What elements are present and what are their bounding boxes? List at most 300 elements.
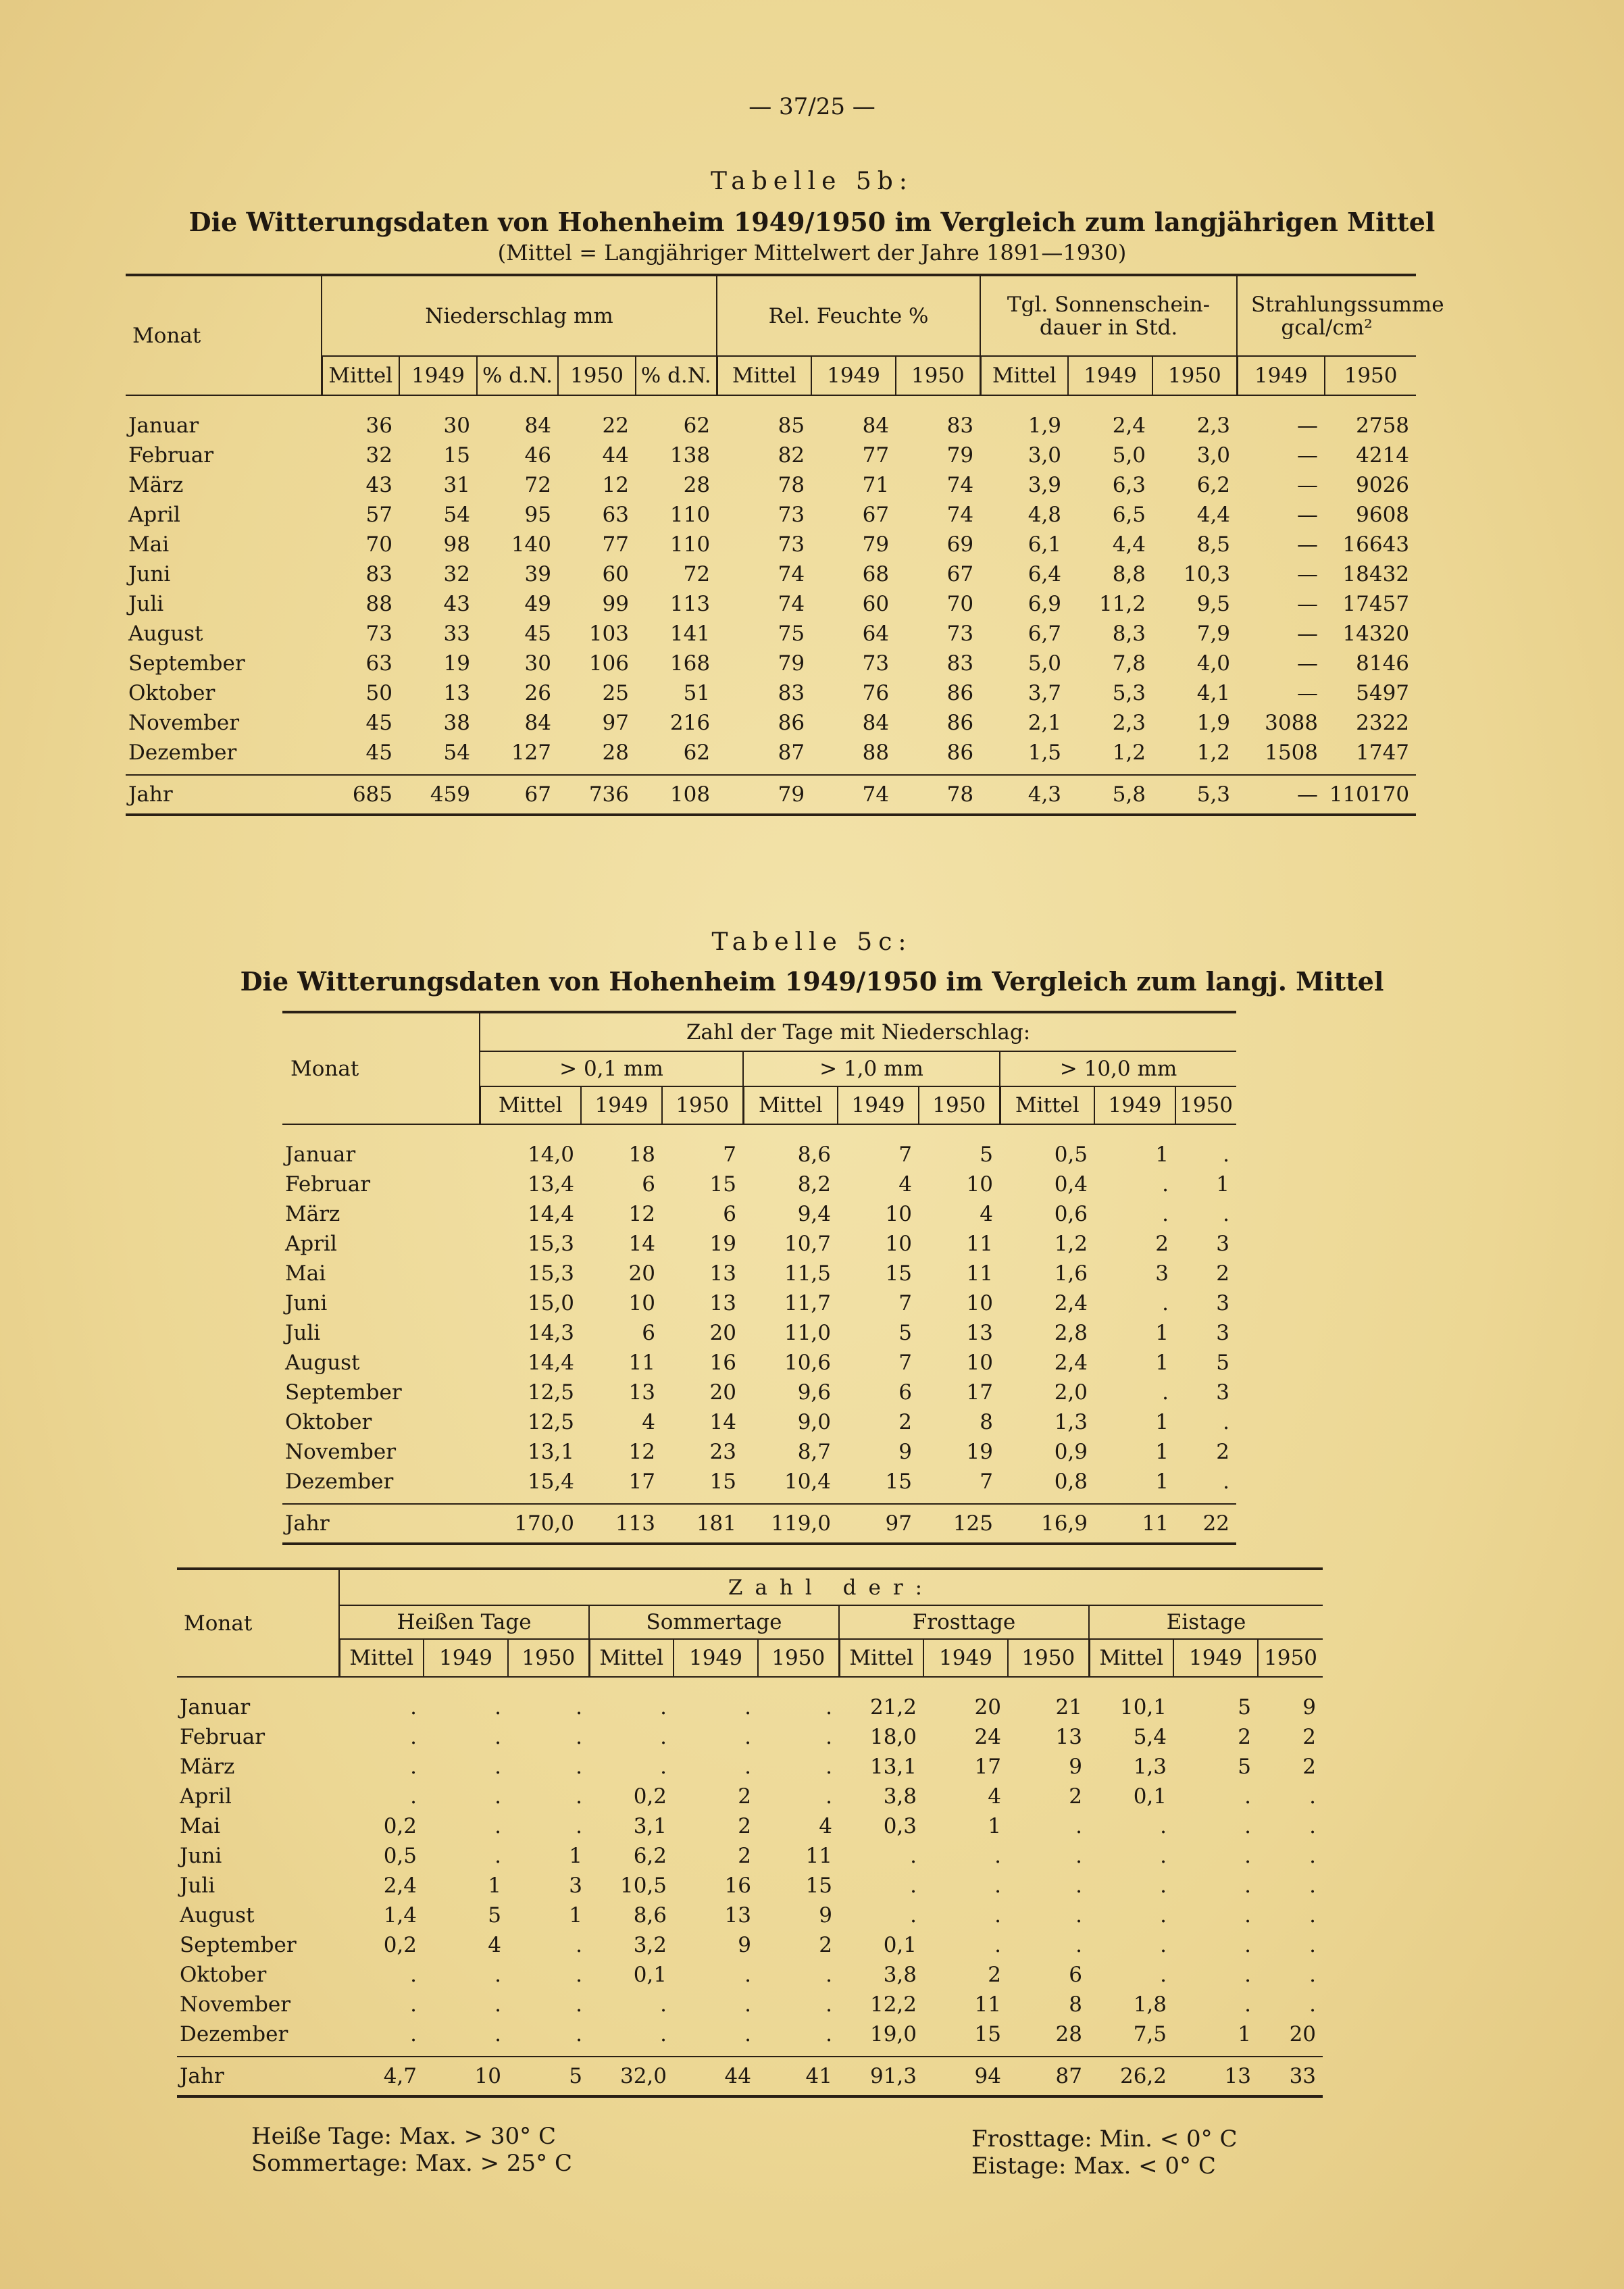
data-cell: . [1244, 1873, 1251, 1898]
data-cell: 70 [365, 532, 392, 557]
table-row [282, 1259, 1236, 1288]
data-cell: 113 [669, 592, 711, 616]
month-cell: April [285, 1232, 337, 1256]
data-cell: 141 [669, 622, 711, 646]
subheader-cell: 1950 [896, 356, 980, 395]
total-label: Jahr [177, 2057, 339, 2096]
data-cell: 4,4 [1112, 532, 1146, 557]
month-cell: Oktober [285, 1410, 372, 1434]
data-cell: 2,3 [1196, 413, 1231, 438]
month-cell: Januar [128, 413, 199, 438]
table-row [282, 1288, 1236, 1318]
total-cell: 74 [811, 775, 896, 815]
data-cell: 83 [946, 413, 974, 438]
data-cell: . [410, 1963, 417, 1987]
data-cell: 76 [862, 681, 890, 705]
month-cell: April [128, 503, 180, 527]
table-row [126, 530, 1416, 559]
total-label: Jahr [282, 1504, 480, 1544]
data-cell: 1 [1216, 1172, 1230, 1197]
total-cell: 5,8 [1068, 775, 1152, 815]
month-cell: Mai [285, 1261, 326, 1286]
data-cell: 2 [738, 1844, 751, 1868]
legend-heisse-tage: Heiße Tage: Max. > 30° C [251, 2123, 556, 2150]
data-cell: 21,2 [869, 1695, 917, 1719]
data-cell: 0,5 [1054, 1142, 1088, 1167]
data-cell: 2,4 [1112, 413, 1146, 438]
data-cell: 8 [980, 1410, 993, 1434]
data-cell: 33 [443, 622, 470, 646]
subheader-cell: 1950 [508, 1639, 589, 1677]
data-cell: 1 [488, 1873, 501, 1898]
total-cell: 119,0 [743, 1504, 838, 1544]
data-cell: 3,7 [1027, 681, 1062, 705]
month-cell: Februar [285, 1172, 371, 1197]
month-cell: Februar [128, 443, 214, 468]
data-cell: 5,0 [1027, 651, 1062, 676]
data-cell: 28 [683, 473, 711, 497]
data-cell: . [1160, 1814, 1167, 1838]
data-cell: 36 [365, 413, 392, 438]
total-cell: 170,0 [480, 1504, 581, 1544]
data-cell: . [1223, 1202, 1230, 1226]
data-cell: 20 [974, 1695, 1001, 1719]
data-cell: 57 [365, 503, 392, 527]
data-cell: 2,4 [1054, 1351, 1088, 1375]
data-cell: 3,0 [1027, 443, 1062, 468]
total-cell: 108 [636, 775, 717, 815]
data-cell: 8,7 [797, 1440, 831, 1464]
header-monat: Monat [126, 275, 322, 395]
data-cell: 72 [524, 473, 551, 497]
data-cell: 1,4 [383, 1903, 417, 1928]
data-cell: 2 [738, 1784, 751, 1809]
data-cell: . [826, 1784, 832, 1809]
data-cell: . [1160, 1873, 1167, 1898]
data-cell: 72 [683, 562, 711, 586]
month-cell: Juli [128, 592, 164, 616]
data-cell: 2 [819, 1933, 832, 1957]
data-cell: — [1297, 503, 1319, 527]
data-cell: . [1309, 1933, 1317, 1957]
table-row [126, 559, 1416, 589]
data-cell: 0,3 [883, 1814, 917, 1838]
data-cell: . [1244, 1814, 1251, 1838]
data-cell: 46 [524, 443, 551, 468]
data-cell: 17 [966, 1380, 993, 1405]
data-cell: 6,3 [1112, 473, 1146, 497]
total-cell: — [1237, 775, 1325, 815]
month-cell: Juni [180, 1844, 222, 1868]
subheader-cell: 1949 [923, 1639, 1008, 1677]
subheader-cell: 1949 [1094, 1086, 1175, 1124]
total-cell: 32,0 [589, 2057, 674, 2096]
data-cell: 3088 [1265, 711, 1319, 735]
data-cell: 13,4 [527, 1172, 574, 1197]
header-rel-feuchte: Rel. Feuchte % [717, 275, 980, 356]
data-cell: 1 [569, 1844, 582, 1868]
data-cell: 17457 [1342, 592, 1410, 616]
data-cell: 51 [683, 681, 711, 705]
data-cell: 168 [669, 651, 711, 676]
data-cell: . [826, 2022, 832, 2046]
data-cell: 2 [1216, 1261, 1230, 1286]
header-zahl-der: Zahl der: [339, 1569, 1323, 1605]
data-cell: 13 [628, 1380, 655, 1405]
month-cell: Mai [128, 532, 170, 557]
subheader-cell: 1950 [758, 1639, 839, 1677]
data-cell: . [994, 1844, 1001, 1868]
data-cell: 15 [885, 1261, 912, 1286]
month-cell: Dezember [128, 740, 237, 765]
table-row [282, 1169, 1236, 1199]
data-cell: 10 [628, 1291, 655, 1315]
data-cell: 26 [524, 681, 551, 705]
data-cell: 1 [1155, 1351, 1169, 1375]
total-cell: 33 [1258, 2057, 1323, 2096]
data-cell: 10,4 [784, 1469, 831, 1494]
data-cell: 14,4 [527, 1351, 574, 1375]
data-cell: 73 [778, 532, 805, 557]
data-cell: 7 [723, 1142, 736, 1167]
data-cell: 14,3 [527, 1321, 574, 1345]
total-cell: 4,3 [980, 775, 1068, 815]
subheader-cell: Mittel [717, 356, 811, 395]
data-cell: 1,6 [1054, 1261, 1088, 1286]
data-cell: 43 [443, 592, 470, 616]
data-cell: 23 [709, 1440, 736, 1464]
data-cell: . [494, 1963, 501, 1987]
total-row [282, 1504, 1236, 1544]
data-cell: 9,4 [797, 1202, 831, 1226]
data-cell: 2758 [1356, 413, 1410, 438]
legend-frosttage: Frosttage: Min. < 0° C [971, 2126, 1238, 2153]
data-cell: 138 [669, 443, 711, 468]
table-row [177, 1841, 1323, 1871]
table-row [126, 500, 1416, 530]
month-cell: November [285, 1440, 397, 1464]
data-cell: 77 [602, 532, 629, 557]
data-cell: 16 [724, 1873, 751, 1898]
data-cell: 19,0 [869, 2022, 917, 2046]
data-cell: 19 [709, 1232, 736, 1256]
table-row [282, 1229, 1236, 1259]
data-cell: . [1162, 1291, 1169, 1315]
legend-eistage: Eistage: Max. < 0° C [971, 2153, 1216, 2180]
data-cell: — [1297, 473, 1319, 497]
subheader-cell: 1949 [811, 356, 896, 395]
data-cell: 10,5 [619, 1873, 667, 1898]
data-cell: 86 [946, 711, 974, 735]
data-cell: 3,8 [883, 1963, 917, 1987]
month-cell: Oktober [128, 681, 215, 705]
data-cell: . [826, 1755, 832, 1779]
data-cell: 15 [885, 1469, 912, 1494]
header-monat: Monat [177, 1569, 339, 1677]
data-cell: 15 [974, 2022, 1001, 2046]
data-cell: . [1244, 1844, 1251, 1868]
data-cell: 3 [1216, 1321, 1230, 1345]
data-cell: 60 [602, 562, 629, 586]
total-cell: 5 [508, 2057, 589, 2096]
subheader-cell: 1949 [399, 356, 477, 395]
data-cell: 84 [862, 413, 890, 438]
table-row [177, 1901, 1323, 1930]
table-row [282, 1407, 1236, 1437]
subheader-cell: Mittel [589, 1639, 674, 1677]
data-cell: 31 [443, 473, 470, 497]
data-cell: 18 [628, 1142, 655, 1167]
data-cell: 2 [1155, 1232, 1169, 1256]
data-cell: 6 [1069, 1963, 1082, 1987]
total-row [177, 2057, 1323, 2096]
data-cell: 8,2 [797, 1172, 831, 1197]
data-cell: 68 [862, 562, 890, 586]
table-row [282, 1199, 1236, 1229]
data-cell: 13 [966, 1321, 993, 1345]
total-cell: 13 [1173, 2057, 1258, 2096]
month-cell: März [128, 473, 184, 497]
total-row [126, 775, 1416, 815]
data-cell: 32 [443, 562, 470, 586]
data-cell: 13 [709, 1291, 736, 1315]
data-cell: 1,8 [1133, 1992, 1167, 2017]
total-cell: 87 [1008, 2057, 1089, 2096]
data-cell: 15,4 [527, 1469, 574, 1494]
data-cell: 110 [669, 503, 711, 527]
data-cell: 6,7 [1027, 622, 1062, 646]
data-cell: . [576, 1725, 582, 1749]
total-cell: 11 [1094, 1504, 1175, 1544]
subheader-cell: 1949 [1237, 356, 1325, 395]
data-cell: 28 [1055, 2022, 1082, 2046]
data-cell: 10 [966, 1291, 993, 1315]
month-cell: November [128, 711, 240, 735]
data-cell: 9,6 [797, 1380, 831, 1405]
data-cell: 0,1 [1133, 1784, 1167, 1809]
data-cell: . [1160, 1844, 1167, 1868]
data-cell: 9 [1069, 1755, 1082, 1779]
data-cell: . [576, 1784, 582, 1809]
table-row [126, 395, 1416, 441]
subheader-cell: Mittel [980, 356, 1068, 395]
data-cell: 15,3 [527, 1261, 574, 1286]
month-cell: Juni [285, 1291, 328, 1315]
total-cell: 78 [896, 775, 980, 815]
data-cell: 44 [602, 443, 629, 468]
data-cell: 2 [988, 1963, 1001, 1987]
table-row [126, 589, 1416, 619]
data-cell: 4,0 [1196, 651, 1231, 676]
data-cell: 2 [1238, 1725, 1251, 1749]
data-cell: 11 [805, 1844, 832, 1868]
header-sommertage: Sommertage [589, 1605, 839, 1639]
data-cell: 54 [443, 740, 470, 765]
table-row [126, 738, 1416, 775]
data-cell: 4,8 [1027, 503, 1062, 527]
data-cell: . [1244, 1903, 1251, 1928]
data-cell: — [1297, 413, 1319, 438]
data-cell: 140 [511, 532, 551, 557]
data-cell: 70 [946, 592, 974, 616]
month-cell: August [128, 622, 203, 646]
data-cell: 0,8 [1054, 1469, 1088, 1494]
data-cell: . [1075, 1933, 1082, 1957]
data-cell: 7,9 [1196, 622, 1231, 646]
data-cell: 32 [365, 443, 392, 468]
data-cell: 62 [683, 413, 711, 438]
data-cell: 4 [898, 1172, 912, 1197]
header-group-10-0mm: > 10,0 mm [1000, 1051, 1236, 1086]
subheader-cell: Mittel [1000, 1086, 1094, 1124]
data-cell: 3 [1216, 1291, 1230, 1315]
data-cell: . [576, 1755, 582, 1779]
data-cell: 19 [443, 651, 470, 676]
data-cell: 85 [778, 413, 805, 438]
data-cell: . [576, 1933, 582, 1957]
data-cell: 1,3 [1133, 1755, 1167, 1779]
data-cell: 86 [946, 681, 974, 705]
data-cell: 28 [602, 740, 629, 765]
data-cell: . [994, 1873, 1001, 1898]
data-cell: 1 [1238, 2022, 1251, 2046]
header-zahl-der-tage: Zahl der Tage mit Niederschlag: [480, 1012, 1236, 1051]
total-label: Jahr [126, 775, 322, 815]
data-cell: . [1309, 1873, 1317, 1898]
data-cell: 87 [778, 740, 805, 765]
data-cell: 1,2 [1196, 740, 1231, 765]
data-cell: . [744, 2022, 751, 2046]
data-cell: 20 [1289, 2022, 1317, 2046]
data-cell: 9 [1302, 1695, 1317, 1719]
data-cell: 6,9 [1027, 592, 1062, 616]
data-cell: 5,4 [1133, 1725, 1167, 1749]
data-cell: 11,5 [784, 1261, 831, 1286]
data-cell: — [1297, 443, 1319, 468]
table-row [282, 1124, 1236, 1169]
total-cell: 41 [758, 2057, 839, 2096]
data-cell: 10 [885, 1232, 912, 1256]
data-cell: 5 [488, 1903, 501, 1928]
data-cell: 5,3 [1112, 681, 1146, 705]
data-cell: 11,0 [784, 1321, 831, 1345]
month-cell: Juli [180, 1873, 215, 1898]
data-cell: 2 [898, 1410, 912, 1434]
data-cell: . [1244, 1992, 1251, 2017]
data-cell: . [576, 1695, 582, 1719]
subheader-cell: 1950 [1008, 1639, 1089, 1677]
data-cell: 99 [602, 592, 629, 616]
subheader-cell: 1949 [1068, 356, 1152, 395]
month-cell: August [180, 1903, 255, 1928]
table-row [126, 441, 1416, 470]
data-cell: 10,7 [784, 1232, 831, 1256]
table-row [177, 1722, 1323, 1752]
data-cell: 20 [709, 1380, 736, 1405]
table5b-label: Tabelle 5b: [711, 168, 913, 195]
data-cell: 79 [946, 443, 974, 468]
data-cell: . [576, 2022, 582, 2046]
data-cell: 86 [946, 740, 974, 765]
data-cell: 7 [898, 1351, 912, 1375]
data-cell: — [1297, 622, 1319, 646]
data-cell: 20 [709, 1321, 736, 1345]
data-cell: 0,6 [1054, 1202, 1088, 1226]
data-cell: 83 [778, 681, 805, 705]
data-cell: . [1075, 1903, 1082, 1928]
subheader-cell: Mittel [839, 1639, 923, 1677]
data-cell: 1,9 [1027, 413, 1062, 438]
data-cell: 3 [1155, 1261, 1169, 1286]
data-cell: 73 [946, 622, 974, 646]
data-cell: 9,0 [797, 1410, 831, 1434]
data-cell: . [494, 1695, 501, 1719]
table-row [177, 1930, 1323, 1960]
data-cell: 15,0 [527, 1291, 574, 1315]
total-cell: 26,2 [1089, 2057, 1173, 2096]
data-cell: 16643 [1342, 532, 1410, 557]
data-cell: 63 [365, 651, 392, 676]
data-cell: 97 [602, 711, 629, 735]
data-cell: 9,5 [1196, 592, 1231, 616]
data-cell: 0,1 [633, 1963, 667, 1987]
data-cell: 83 [946, 651, 974, 676]
data-cell: 95 [524, 503, 551, 527]
data-cell: 17 [628, 1469, 655, 1494]
data-cell: . [494, 1784, 501, 1809]
month-cell: März [285, 1202, 340, 1226]
data-cell: . [744, 1695, 751, 1719]
data-cell: 9 [898, 1440, 912, 1464]
data-cell: 14,4 [527, 1202, 574, 1226]
data-cell: . [410, 2022, 417, 2046]
table-row [282, 1348, 1236, 1378]
table5b-title: Die Witterungsdaten von Hohenheim 1949/1950 im Vergleich zum langjährigen Mittel [188, 207, 1436, 237]
data-cell: 74 [946, 503, 974, 527]
table-row [177, 1960, 1323, 1990]
data-cell: 6 [723, 1202, 736, 1226]
data-cell: 30 [443, 413, 470, 438]
month-cell: Juni [128, 562, 171, 586]
data-cell: 2,4 [1054, 1291, 1088, 1315]
data-cell: . [1075, 1873, 1082, 1898]
data-cell: 7 [898, 1291, 912, 1315]
data-cell: . [494, 1992, 501, 2017]
data-cell: 2 [1302, 1725, 1317, 1749]
total-cell: 125 [919, 1504, 1000, 1544]
data-cell: 1,5 [1027, 740, 1062, 765]
header-monat: Monat [282, 1012, 480, 1124]
data-cell: . [826, 1963, 832, 1987]
data-cell: 5 [980, 1142, 993, 1167]
data-cell: 18,0 [869, 1725, 917, 1749]
data-cell: 60 [862, 592, 890, 616]
data-cell: — [1297, 532, 1319, 557]
total-cell: 67 [477, 775, 558, 815]
data-cell: 73 [365, 622, 392, 646]
data-cell: 11,7 [784, 1291, 831, 1315]
data-cell: . [1309, 1844, 1317, 1868]
subheader-cell: Mittel [480, 1086, 581, 1124]
total-cell: 44 [674, 2057, 758, 2096]
subheader-cell: 1950 [662, 1086, 743, 1124]
data-cell: 15 [805, 1873, 832, 1898]
month-cell: Januar [285, 1142, 356, 1167]
data-cell: . [826, 1725, 832, 1749]
data-cell: . [1223, 1142, 1230, 1167]
total-cell: 16,9 [1000, 1504, 1094, 1544]
data-cell: 6,2 [633, 1844, 667, 1868]
